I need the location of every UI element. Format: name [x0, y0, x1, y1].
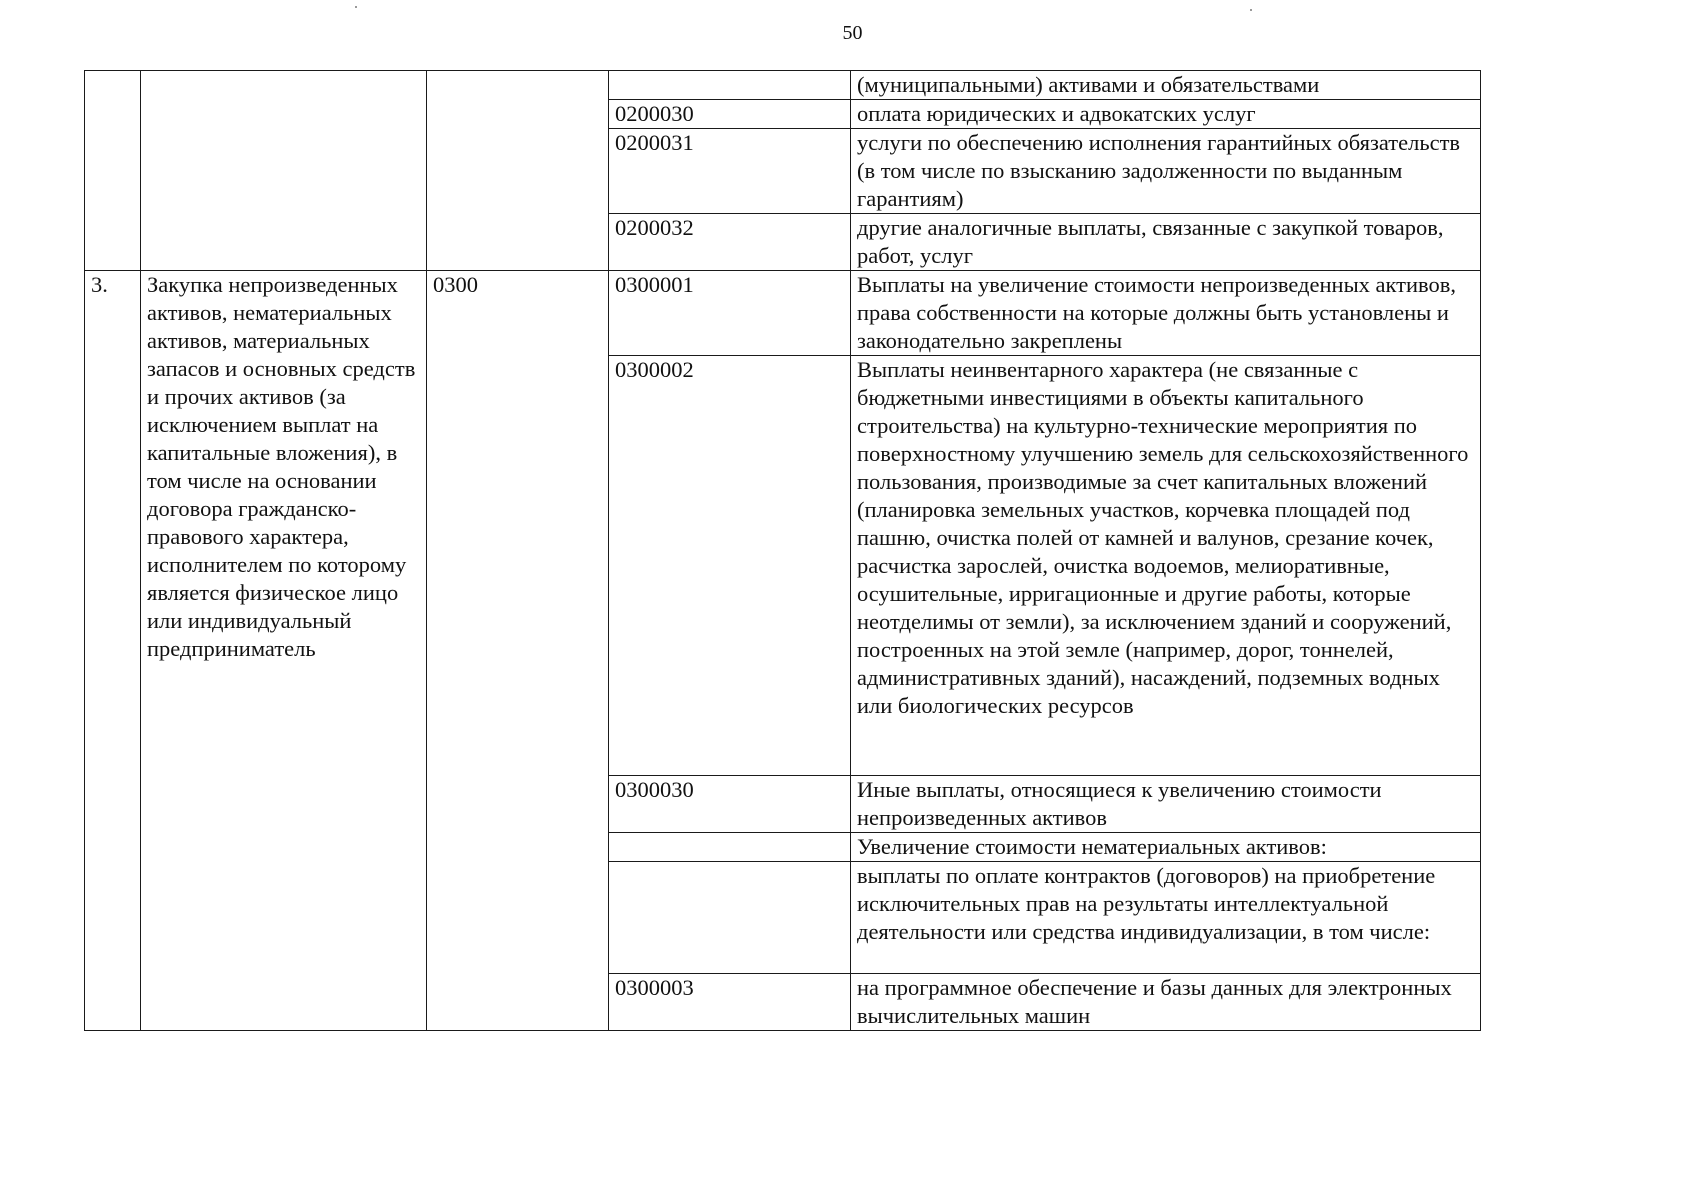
description-cell: Иные выплаты, относящиеся к увеличению стоимости непроизведенных активов: [851, 776, 1481, 833]
page-number: 50: [842, 22, 863, 44]
description-cell: Выплаты на увеличение стоимости непроизведенных активов, права собственности на которые должны быть установлены и законодательно закреплены: [851, 271, 1481, 356]
table-row: [85, 71, 1481, 100]
budget-classification-table: [84, 70, 1481, 1031]
subcode-cell: 0200030: [609, 100, 851, 129]
section-code-cell: 0300: [427, 271, 609, 1031]
table-row: [85, 271, 1481, 356]
description-cell: оплата юридических и адвокатских услуг: [851, 100, 1481, 129]
description-cell: (муниципальными) активами и обязательствами: [851, 71, 1481, 100]
section-code-cell: [427, 71, 609, 271]
subcode-cell: [609, 862, 851, 974]
subcode-cell: 0300002: [609, 356, 851, 776]
description-cell: на программное обеспечение и базы данных для электронных вычислительных машин: [851, 974, 1481, 1031]
subcode-cell: [609, 71, 851, 100]
description-cell: услуги по обеспечению исполнения гарантийных обязательств (в том числе по взысканию задолженности по выданным гарантиям): [851, 129, 1481, 214]
subcode-cell: 0300030: [609, 776, 851, 833]
description-cell: Выплаты неинвентарного характера (не связанные с бюджетными инвестициями в объекты капитального строительства) на культурно-технические мероприятия по поверхностному улучшению земель для сельскохозяйственного пользования, производимые за счет капитальных вложений (планировка земельных участков, корчевка площадей под пашню, очистка полей от камней и валунов, срезание кочек, расчистка зарослей, очистка водоемов, мелиоративные, осушительные, ирригационные и другие работы, которые неотделимы от земли), за исключением зданий и сооружений, построенных на этой земле (например, дорог, тоннелей, административных зданий), насаждений, подземных водных или биологических ресурсов: [851, 356, 1481, 776]
scan-dot: [355, 6, 357, 8]
subcode-cell: [609, 833, 851, 862]
section-name-cell: Закупка непроизведенных активов, нематериальных активов, материальных запасов и основных средств и прочих активов (за исключением выплат на капитальные вложения), в том числе на основании договора гражданско-правового характера, исполнителем по которому является физическое лицо или индивидуальный предприниматель: [141, 271, 427, 1031]
description-cell: Увеличение стоимости нематериальных активов:: [851, 833, 1481, 862]
description-cell: выплаты по оплате контрактов (договоров) на приобретение исключительных прав на результаты интеллектуальной деятельности или средства индивидуализации, в том числе:: [851, 862, 1481, 974]
description-cell: другие аналогичные выплаты, связанные с закупкой товаров, работ, услуг: [851, 214, 1481, 271]
subcode-cell: 0200031: [609, 129, 851, 214]
subcode-cell: 0200032: [609, 214, 851, 271]
subcode-cell: 0300003: [609, 974, 851, 1031]
section-name-cell: [141, 71, 427, 271]
section-number-cell: 3.: [85, 271, 141, 1031]
section-number-cell: [85, 71, 141, 271]
subcode-cell: 0300001: [609, 271, 851, 356]
scan-dot: [1250, 9, 1252, 11]
